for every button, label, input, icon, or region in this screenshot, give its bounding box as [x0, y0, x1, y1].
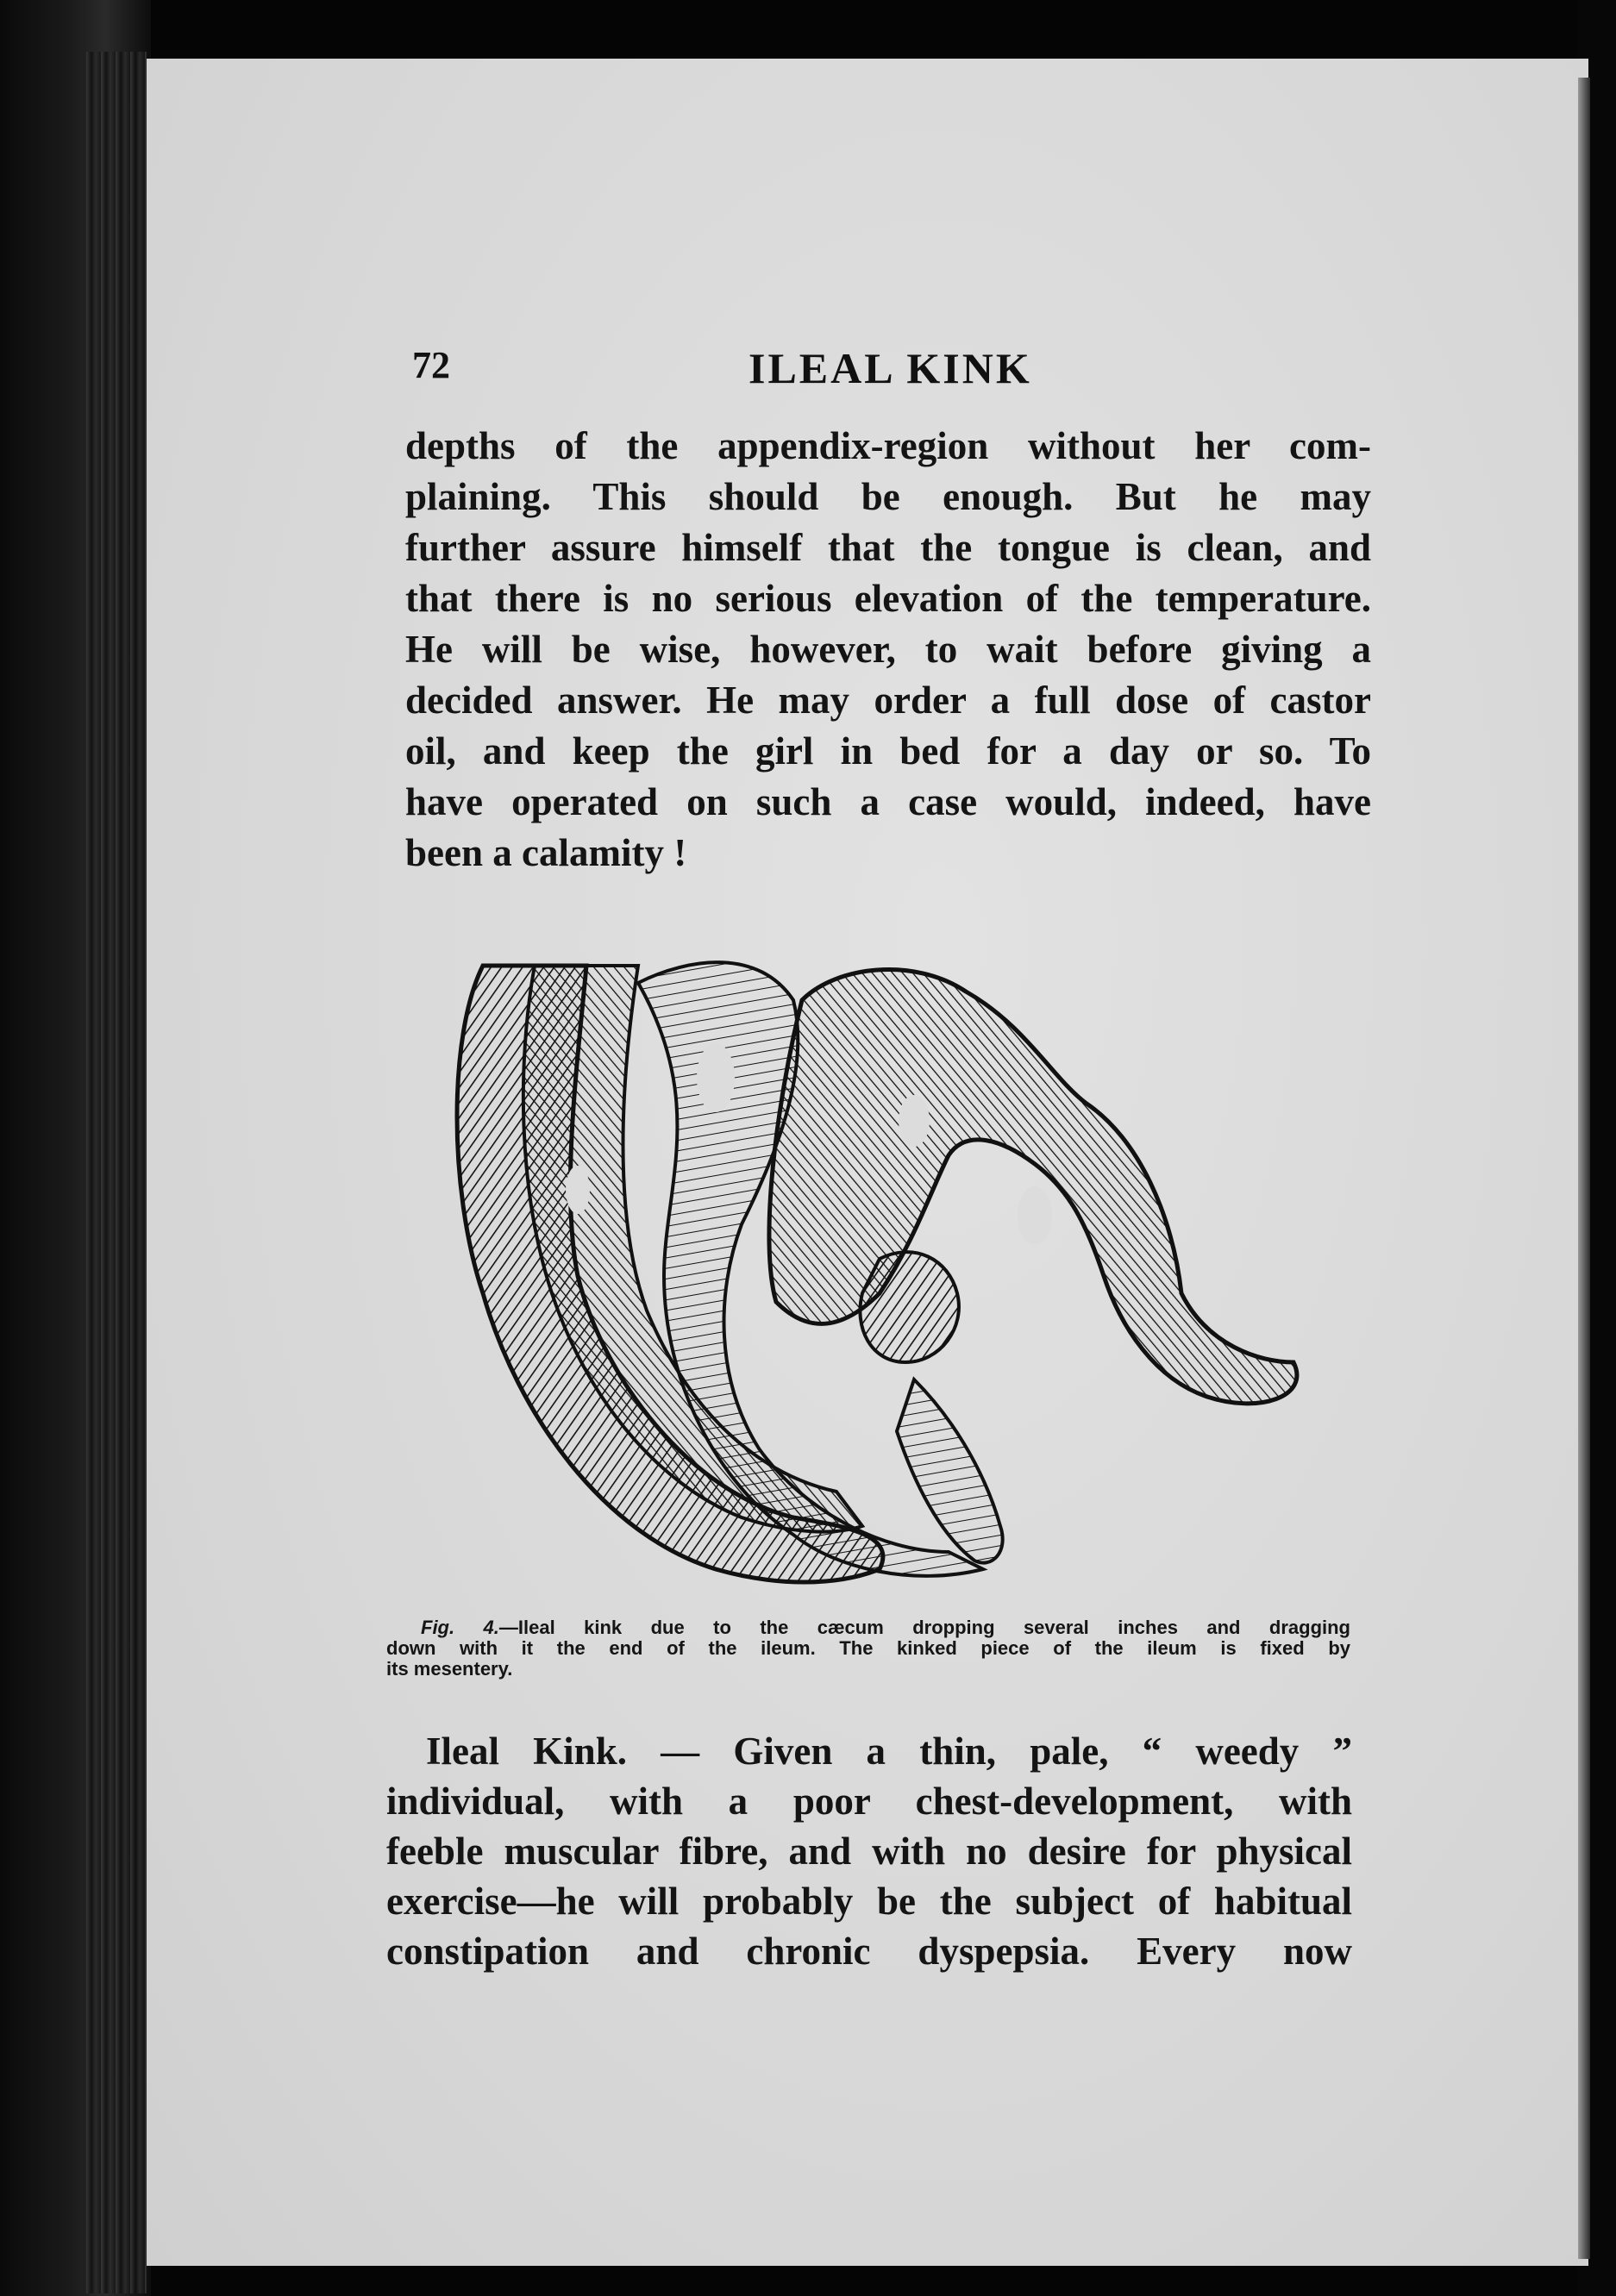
text-line: feeble muscular fibre, and with no desire for physical: [386, 1830, 1352, 1873]
text-line: He will be wise, however, to wait before giving a: [405, 628, 1371, 671]
text-line: depths of the appendix-region without her com-: [405, 424, 1371, 467]
running-head: ILEAL KINK: [748, 344, 1032, 392]
intestine-illustration: [431, 931, 1319, 1604]
page-right-edge: [1578, 78, 1590, 2259]
section-run-in-heading: Ileal Kink.: [426, 1730, 627, 1773]
caption-line: down with it the end of the ileum. The kinked piece of the ileum is fixed by: [386, 1637, 1350, 1659]
text-line: have operated on such a case would, indeed, have: [405, 780, 1371, 823]
page-header: [412, 343, 1387, 395]
caption-line: —Ileal kink due to the cæcum dropping several inches and dragging: [498, 1617, 1350, 1638]
figure-label: Fig. 4.: [421, 1617, 499, 1638]
text-line: decided answer. He may order a full dose of castor: [405, 679, 1371, 722]
page-number: 72: [412, 344, 450, 386]
text-line: oil, and keep the girl in bed for a day or so. To: [405, 729, 1371, 773]
text-line: constipation and chronic dyspepsia. Every now: [386, 1930, 1352, 1973]
paragraph-1: [405, 421, 1371, 879]
text-line: plaining. This should be enough. But he may: [405, 475, 1371, 518]
text-line: — Given a thin, pale, “ weedy ”: [626, 1730, 1352, 1773]
caption-line: its mesentery.: [386, 1658, 513, 1680]
paragraph-2: [386, 1726, 1352, 1976]
text-line: further assure himself that the tongue is clean, and: [405, 526, 1371, 569]
text-line: individual, with a poor chest-development, with: [386, 1780, 1352, 1823]
text-line: exercise—he will probably be the subject of habitual: [386, 1880, 1352, 1923]
text-line: been a calamity !: [405, 831, 687, 874]
text-line: that there is no serious elevation of the temperature.: [405, 577, 1371, 620]
book-spine-edge: [86, 52, 147, 2293]
figure-caption: [386, 1617, 1350, 1680]
